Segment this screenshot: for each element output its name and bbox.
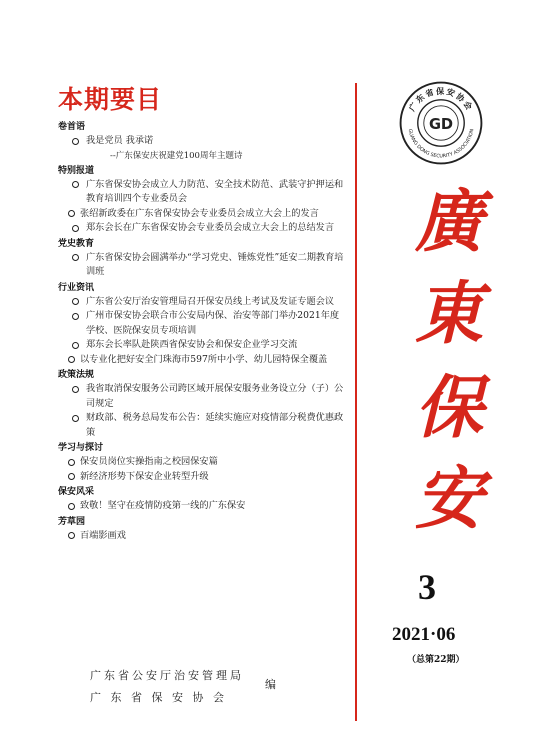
editor-line: 广 东 省 保 安 协 会 [90,691,227,704]
circle-bullet-icon [72,298,79,305]
toc-item[interactable]: 广东省公安厅治安管理局召开保安员线上考试及发证专题会议 [58,295,348,310]
circle-bullet-icon [72,181,79,188]
section-heading: 特别报道 [58,165,95,176]
section-heading: 学习与探讨 [58,443,104,453]
magazine-title-char: 保 [414,368,483,448]
toc-item[interactable]: 我是党员 我承诺 [58,134,348,149]
circle-bullet-icon [72,225,79,232]
toc-item-subtitle: --广东保安庆祝建党100周年主题诗 [110,150,243,161]
toc-item[interactable]: 郑东会长率队赴陕西省保安协会和保安企业学习交流 [58,338,348,353]
circle-bullet-icon [68,532,75,539]
section-heading: 芳草园 [58,516,86,527]
total-issue: （总第22期） [407,655,465,665]
circle-bullet-icon [72,254,79,261]
section-heading: 行业资讯 [58,282,95,293]
section-heading: 卷首语 [58,122,86,132]
toc-item[interactable]: 以专业化把好安全门珠海市597所中小学、幼儿园特保全覆盖 [58,353,348,368]
circle-bullet-icon [68,459,75,466]
editors-block [90,665,244,709]
issue-number: 3 [418,567,436,607]
circle-bullet-icon [72,386,79,393]
toc-item[interactable]: 广州市保安协会联合市公安局内保、治安等部门举办2021年度学校、医院保安员专项培训 [58,309,348,338]
circle-bullet-icon [68,503,75,510]
toc-item[interactable]: 郑东会长在广东省保安协会专业委员会成立大会上的总结发言 [58,221,348,236]
toc-item[interactable]: 财政部、税务总局发布公告：延续实施应对疫情部分税费优惠政策 [58,411,348,440]
magazine-title-char: 東 [414,274,483,354]
section-heading: 保安风采 [58,487,95,497]
edit-word: 编 [265,678,276,691]
circle-bullet-icon [72,342,79,349]
toc-item[interactable]: 新经济形势下保安企业转型升级 [58,470,348,485]
vertical-divider [355,83,357,721]
association-seal-logo [398,80,484,166]
circle-bullet-icon [68,210,75,217]
logo-cn-ring: 广东省保安协会 [406,85,476,113]
logo-center: GD [428,116,454,134]
issue-date: 2021·06 [392,624,456,645]
toc-title: 本期要目 [58,85,163,114]
magazine-title-char: 安 [414,459,483,539]
toc-item[interactable]: 张绍新政委在广东省保安协会专业委员会成立大会上的发言 [58,207,348,222]
toc-item[interactable]: 广东省保安协会圆满举办“学习党史、锤炼党性”延安二期教育培训班 [58,251,348,280]
toc-item[interactable]: 我省取消保安服务公司跨区域开展保安服务业务设立分（子）公司规定 [58,382,348,411]
editor-line: 广东省公安厅治安管理局 [90,669,244,682]
circle-bullet-icon [72,415,79,422]
logo-en-ring: GUANG DONG SECURITY ASSOCIATION [406,128,476,160]
table-of-contents [58,119,348,543]
toc-item[interactable]: 致敬！坚守在疫情防疫第一线的广东保安 [58,499,348,514]
circle-bullet-icon [68,356,75,363]
section-heading: 党史教育 [58,238,95,249]
toc-item[interactable]: 广东省保安协会成立人力防范、安全技术防范、武装守护押运和教育培训四个专业委员会 [58,178,348,207]
section-heading: 政策法规 [58,370,95,380]
circle-bullet-icon [72,138,79,145]
circle-bullet-icon [68,473,75,480]
circle-bullet-icon [72,313,79,320]
toc-item[interactable]: 保安员岗位实操指南之校园保安篇 [58,455,348,470]
toc-item[interactable]: 百端影画戏 [58,529,348,544]
magazine-title-char: 廣 [414,182,483,262]
